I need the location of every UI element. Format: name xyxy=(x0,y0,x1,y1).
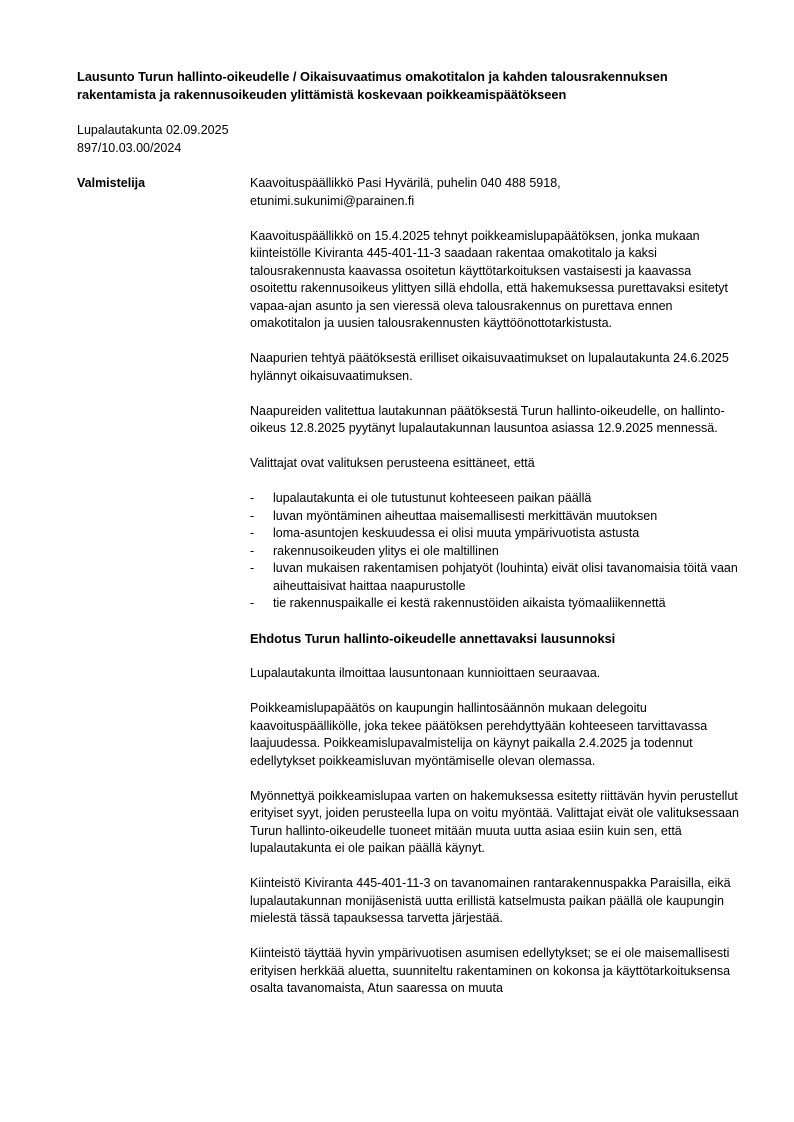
list-item-text: luvan myöntäminen aiheuttaa maisemallisesti merkittävän muutoksen xyxy=(273,508,658,523)
list-item-text: rakennusoikeuden ylitys ei ole maltillinen xyxy=(273,543,499,558)
list-item xyxy=(250,490,740,508)
preparer-email: etunimi.sukunimi@parainen.fi xyxy=(250,193,415,208)
proposal-reasons: Myönnettyä poikkeamislupaa varten on hakemuksessa esitetty riittävän hyvin perustellut erityiset syyt, joiden perusteella lupa on voitu myöntää. Valittajat eivät ole valituksessaan Turun hallinto-oikeudelle tuoneet mitään muuta uutta asiaa esiin kuin sen, että lupalautakunta ei ole paikan päällä käynyt. xyxy=(250,788,739,855)
document-meta xyxy=(77,122,229,157)
preparer-name-phone: Kaavoituspäällikkö Pasi Hyvärilä, puhelin 040 488 5918, xyxy=(250,176,561,190)
paragraph-rectification: Naapurien tehtyä päätöksestä erilliset oikaisuvaatimukset on lupalautakunta 24.6.2025 hylännyt oikaisuvaatimuksen. xyxy=(250,351,729,383)
proposal-delegation: Poikkeamislupapäätös on kaupungin hallintosäännön mukaan delegoitu kaavoituspäällikölle, joka tekee päätöksen perehdyttyään kohteeseen tarvittavassa laajuudessa. Poikkeamislupavalmistelija on käynyt paikalla 2.4.2025 ja todennut edellytykset poikkeamisluvan myöntämiselle olevan olemassa. xyxy=(250,701,708,768)
proposal-intro: Lupalautakunta ilmoittaa lausuntonaan kunnioittaen seuraavaa. xyxy=(250,666,601,680)
preparer-info xyxy=(250,175,740,210)
grounds-list xyxy=(250,490,740,613)
proposal-conditions: Kiinteistö täyttää hyvin ympärivuotisen asumisen edellytykset; se ei ole maisemallisesti erityisen herkkää aluetta, suunniteltu rakentaminen on kokonsa ja käyttötarkoituksensa osalta tavanomaista, Atun saaressa on muuta xyxy=(250,946,731,995)
document-title: Lausunto Turun hallinto-oikeudelle / Oikaisuvaatimus omakotitalon ja kahden talousrakennuksen rakentamista ja rakennusoikeuden ylittämistä koskevaan poikkeamispäätökseen xyxy=(77,69,668,102)
case-number: 897/10.03.00/2024 xyxy=(77,140,182,155)
list-item xyxy=(250,508,740,526)
board-date: Lupalautakunta 02.09.2025 xyxy=(77,123,229,137)
list-dash: - xyxy=(250,596,255,610)
list-item xyxy=(250,560,740,595)
list-dash: - xyxy=(250,543,255,558)
list-item xyxy=(250,543,740,561)
list-dash: - xyxy=(250,491,255,505)
document-body xyxy=(250,175,740,1015)
proposal-property: Kiinteistö Kiviranta 445-401-11-3 on tavanomainen rantarakennuspakka Paraisilla, eikä lupalautakunnan monijäsenistä uutta erillistä katselmusta paikan päällä ole kaupungin mielestä tässä tapauksessa tarvetta järjestää. xyxy=(250,876,731,925)
list-dash: - xyxy=(250,526,255,540)
paragraph-decision: Kaavoituspäällikkö on 15.4.2025 tehnyt poikkeamislupapäätöksen, jonka mukaan kiinteistölle Kiviranta 445-401-11-3 saadaan rakentaa omakotitalo ja kaksi talousrakennusta kaavassa osoitetun käyttötarkoituksen vastaisesti ja kaavassa osoitettu rakennusoikeus ylittyen sillä ehdolla, että hakemuksessa purettavaksi esitetyt vapaa-ajan asunto ja sen vieressä oleva talousrakennus on purettava ennen omakotitalon ja uusien talousrakennusten käyttöönottotarkistusta. xyxy=(250,228,729,330)
list-item-text: luvan mukaisen rakentamisen pohjatyöt (louhinta) eivät olisi tavanomaisia töitä vaan aiheuttaisivat haittaa naapurustolle xyxy=(273,561,738,593)
list-item xyxy=(250,595,740,613)
list-dash: - xyxy=(250,508,255,523)
list-item-text: loma-asuntojen keskuudessa ei olisi muuta ympärivuotista astusta xyxy=(273,526,640,540)
list-item xyxy=(250,525,740,543)
paragraph-appeal: Naapureiden valitettua lautakunnan päätöksestä Turun hallinto-oikeudelle, on hallinto-oikeus 12.8.2025 pyytänyt lupalautakunnan lausuntoa asiassa 12.9.2025 mennessä. xyxy=(250,403,725,435)
list-item-text: lupalautakunta ei ole tutustunut kohteeseen paikan päällä xyxy=(273,491,592,505)
list-item-text: tie rakennuspaikalle ei kestä rakennustöiden aikaista työmaaliikennettä xyxy=(273,596,666,610)
list-dash: - xyxy=(250,561,255,575)
paragraph-grounds-intro: Valittajat ovat valituksen perusteena esittäneet, että xyxy=(250,456,535,470)
proposal-heading: Ehdotus Turun hallinto-oikeudelle annettavaksi lausunnoksi xyxy=(250,631,616,646)
preparer-label: Valmistelija xyxy=(77,176,146,190)
